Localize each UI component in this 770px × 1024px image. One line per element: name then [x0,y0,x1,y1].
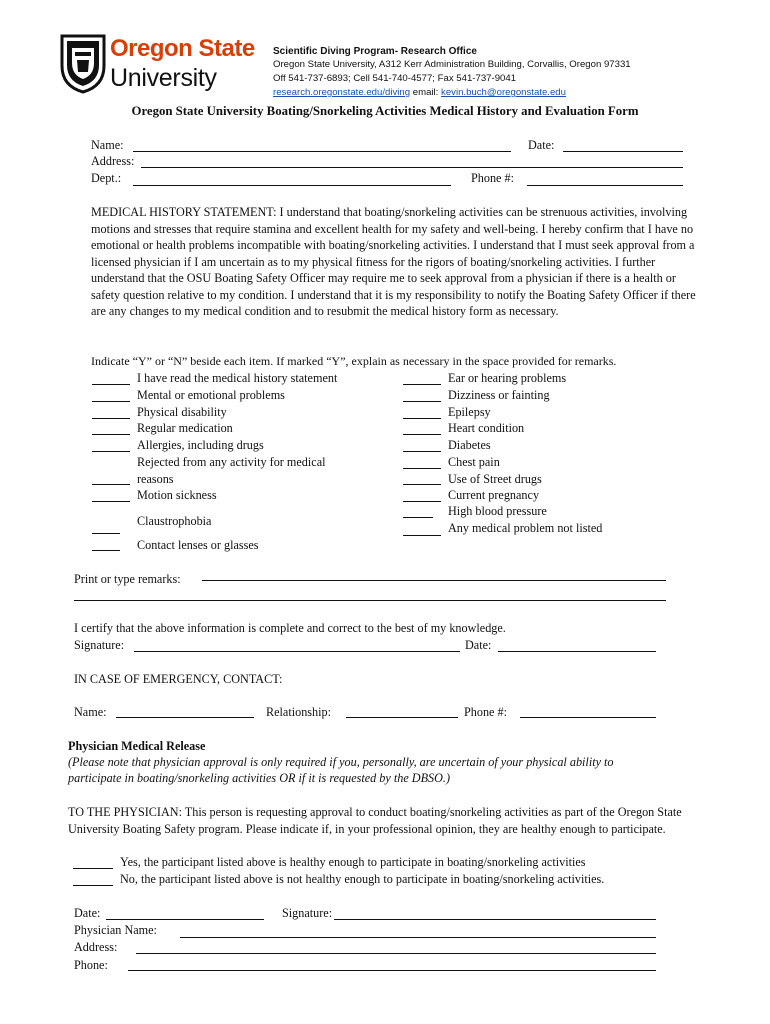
checklist-item: reasons [137,472,174,486]
checklist-blank[interactable] [92,451,130,452]
signature-label: Signature: [74,638,125,652]
checklist-item: Contact lenses or glasses [137,538,259,552]
emergency-name-label: Name: [74,705,107,719]
physician-note-line-1: (Please note that physician approval is only required if you, personally, are uncertain of your physical ability to [68,755,614,769]
name-field[interactable] [133,151,511,152]
physician-signature-field[interactable] [334,919,656,920]
checklist-blank[interactable] [92,533,120,534]
physician-yes-blank[interactable] [73,868,113,869]
logo-line-1: Oregon State [110,35,255,62]
checklist-blank[interactable] [92,484,130,485]
date-label: Date: [528,138,555,152]
physician-option-no: No, the participant listed above is not healthy enough to participate in boating/snorkeling activities. [120,872,605,886]
dept-field[interactable] [133,185,451,186]
checklist-blank[interactable] [403,501,441,502]
checklist-blank[interactable] [92,418,130,419]
remarks-label: Print or type remarks: [74,572,181,586]
checklist-item: Diabetes [448,438,491,452]
physician-signature-label: Signature: [282,906,333,920]
checklist-item: Mental or emotional problems [137,388,285,402]
checklist-item: Rejected from any activity for medical [137,455,326,469]
checklist-item: I have read the medical history statement [137,371,338,385]
physician-address-field[interactable] [136,953,656,954]
website-link[interactable]: research.oregonstate.edu/diving [273,87,411,98]
checklist-item: Motion sickness [137,488,217,502]
checklist-blank[interactable] [403,517,433,518]
checklist-item: Current pregnancy [448,488,540,502]
emergency-phone-field[interactable] [520,717,656,718]
checklist-item: Allergies, including drugs [137,438,264,452]
indicate-instructions: Indicate “Y” or “N” beside each item. If marked “Y”, explain as necessary in the space provided for remarks. [91,354,617,368]
signature-date-label: Date: [465,638,492,652]
checklist-blank[interactable] [92,384,130,385]
checklist-blank[interactable] [92,401,130,402]
checklist-blank[interactable] [403,484,441,485]
osu-seal-icon [58,30,108,94]
physician-intro: TO THE PHYSICIAN: This person is requesting approval to conduct boating/snorkeling activities as part of the Oregon State University Boating Safety program. Please indicate if, in your professional opinion, they are healthy enough to participate. [68,805,682,836]
date-field[interactable] [563,151,683,152]
physician-phone-label: Phone: [74,958,108,972]
checklist-item: Regular medication [137,421,233,435]
email-link[interactable]: kevin.buch@oregonstate.edu [441,87,566,98]
checklist-item: Heart condition [448,421,525,435]
checklist-blank[interactable] [403,384,441,385]
checklist-blank[interactable] [403,535,441,536]
checklist-item: Any medical problem not listed [448,521,603,535]
physician-note-line-2: participate in boating/snorkeling activities OR if it is requested by the DBSO.) [68,771,451,785]
checklist-item: High blood pressure [448,504,547,518]
physician-name-label: Physician Name: [74,923,157,937]
office-title: Scientific Diving Program- Research Office [273,46,477,57]
phone-field[interactable] [527,185,683,186]
physician-name-field[interactable] [180,937,656,938]
checklist-blank[interactable] [403,434,441,435]
form-title: Oregon State University Boating/Snorkeling Activities Medical History and Evaluation Form [131,104,639,118]
osu-logo [58,30,258,100]
checklist-blank[interactable] [92,434,130,435]
physician-heading: Physician Medical Release [68,739,206,753]
medical-history-statement: MEDICAL HISTORY STATEMENT: I understand that boating/snorkeling activities can be strenuous activities, involving motions and stresses that require stamina and excellent health for my safety and well-being. I hereby confirm that I have no emotional or health problems incompatible with boating/snorkeling activities. I understand that I must seek approval from a licensed physician if I am uncertain as to my physical fitness for the rigors of boating/snorkeling activities. I further understand that the OSU Boating Safety Officer may require me to seek approval from a physician if there is a health or safety question relative to my condition. I understand that it is my responsibility to notify the Boating Safety Officer if there are any changes to my medical condition and to resubmit the medical history form as necessary. [91,205,696,318]
phone-label: Phone #: [471,171,514,185]
checklist-blank[interactable] [403,401,441,402]
address-field[interactable] [141,167,683,168]
name-label: Name: [91,138,124,152]
checklist-blank[interactable] [92,550,120,551]
signature-field[interactable] [134,651,460,652]
checklist-blank[interactable] [403,451,441,452]
certify-statement: I certify that the above information is complete and correct to the best of my knowledge. [74,621,506,635]
office-address: Oregon State University, A312 Kerr Administration Building, Corvallis, Oregon 97331 [273,59,631,70]
physician-phone-field[interactable] [128,970,656,971]
checklist-item: Claustrophobia [137,514,212,528]
emergency-phone-label: Phone #: [464,705,507,719]
checklist-item: Epilepsy [448,405,491,419]
office-phones: Off 541-737-6893; Cell 541-740-4577; Fax 541-737-9041 [273,73,517,84]
checklist-blank[interactable] [403,418,441,419]
checklist-blank[interactable] [403,468,441,469]
physician-date-field[interactable] [106,919,264,920]
emergency-relationship-label: Relationship: [266,705,331,719]
checklist-blank[interactable] [92,501,130,502]
emergency-name-field[interactable] [116,717,254,718]
address-label: Address: [91,154,135,168]
checklist-item: Physical disability [137,405,227,419]
checklist-item: Dizziness or fainting [448,388,550,402]
dept-label: Dept.: [91,171,122,185]
checklist-item: Ear or hearing problems [448,371,567,385]
checklist-item: Chest pain [448,455,500,469]
remarks-field-line-2[interactable] [74,600,666,601]
physician-date-label: Date: [74,906,101,920]
checklist-item: Use of Street drugs [448,472,542,486]
emergency-relationship-field[interactable] [346,717,458,718]
physician-address-label: Address: [74,940,118,954]
email-label: email: [412,87,439,98]
remarks-field[interactable] [202,580,666,581]
emergency-heading: IN CASE OF EMERGENCY, CONTACT: [74,672,283,686]
physician-no-blank[interactable] [73,885,113,886]
logo-line-2: University [110,64,217,92]
contact-line [273,86,566,99]
signature-date-field[interactable] [498,651,656,652]
physician-option-yes: Yes, the participant listed above is healthy enough to participate in boating/snorkeling activities [120,855,586,869]
